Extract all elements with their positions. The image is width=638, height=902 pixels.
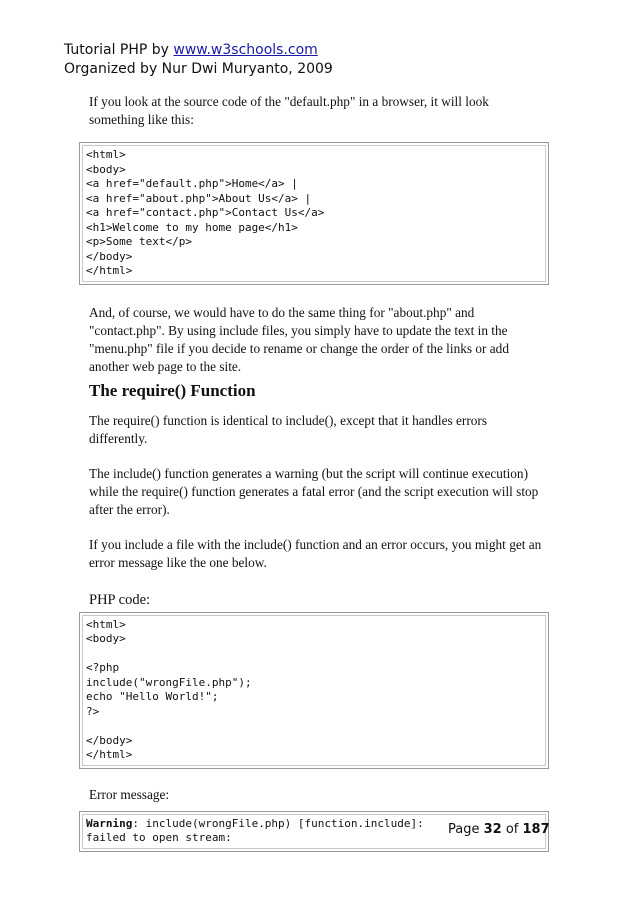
intro-paragraph: If you look at the source code of the "default.php" in a browser, it will look something like this:	[89, 94, 489, 127]
section-title: The require() Function	[89, 380, 256, 400]
error-message-label: Error message:	[89, 786, 170, 802]
paragraph-require-2: The include() function generates a warning (but the script will continue execution) while the require() function generates a fatal error (and the script execution will stop after the error).	[89, 465, 539, 517]
paragraph-about-contact: And, of course, we would have to do the same thing for "about.php" and "contact.php". By using include files, you simply have to update the text in the "menu.php" file if you decide to rename or change the order of the links or add another web page to the site.	[89, 304, 509, 374]
code-text: <html> <body> <?php include("wrongFile.php"); echo "Hello World!"; ?> </body> </html>	[82, 615, 546, 766]
page-footer	[448, 822, 550, 837]
code-block-php	[79, 612, 549, 769]
warning-label: Warning	[86, 816, 133, 830]
code-block-html-output	[79, 142, 549, 285]
current-page-number: 32	[483, 822, 502, 837]
paragraph-require-3: If you include a file with the include() function and an error occurs, you might get an error message like the one below.	[89, 536, 542, 570]
php-code-label: PHP code:	[89, 591, 151, 608]
page-content	[86, 93, 559, 852]
code-text: <html> <body> <a href="default.php">Home</a> | <a href="about.php">About Us</a> | <a href="contact.php">Contact Us</a> <h1>Welcome to my home page</h1> <p>Some text</p> </body> </html>	[82, 145, 546, 282]
header-line-2: Organized by Nur Dwi Muryanto, 2009	[64, 61, 333, 77]
header-line-1	[64, 41, 333, 60]
paragraph-require-1: The require() function is identical to include(), except that it handles errors differently.	[89, 412, 488, 446]
header-prefix: Tutorial PHP by	[64, 42, 174, 58]
footer-of: of	[501, 822, 523, 837]
w3schools-link[interactable]: www.w3schools.com	[173, 42, 318, 58]
page-header	[64, 41, 333, 79]
error-detail: : include(wrongFile.php) [function.include]: failed to open stream:	[86, 816, 424, 844]
footer-prefix: Page	[448, 822, 484, 837]
total-page-number: 187	[522, 822, 550, 837]
